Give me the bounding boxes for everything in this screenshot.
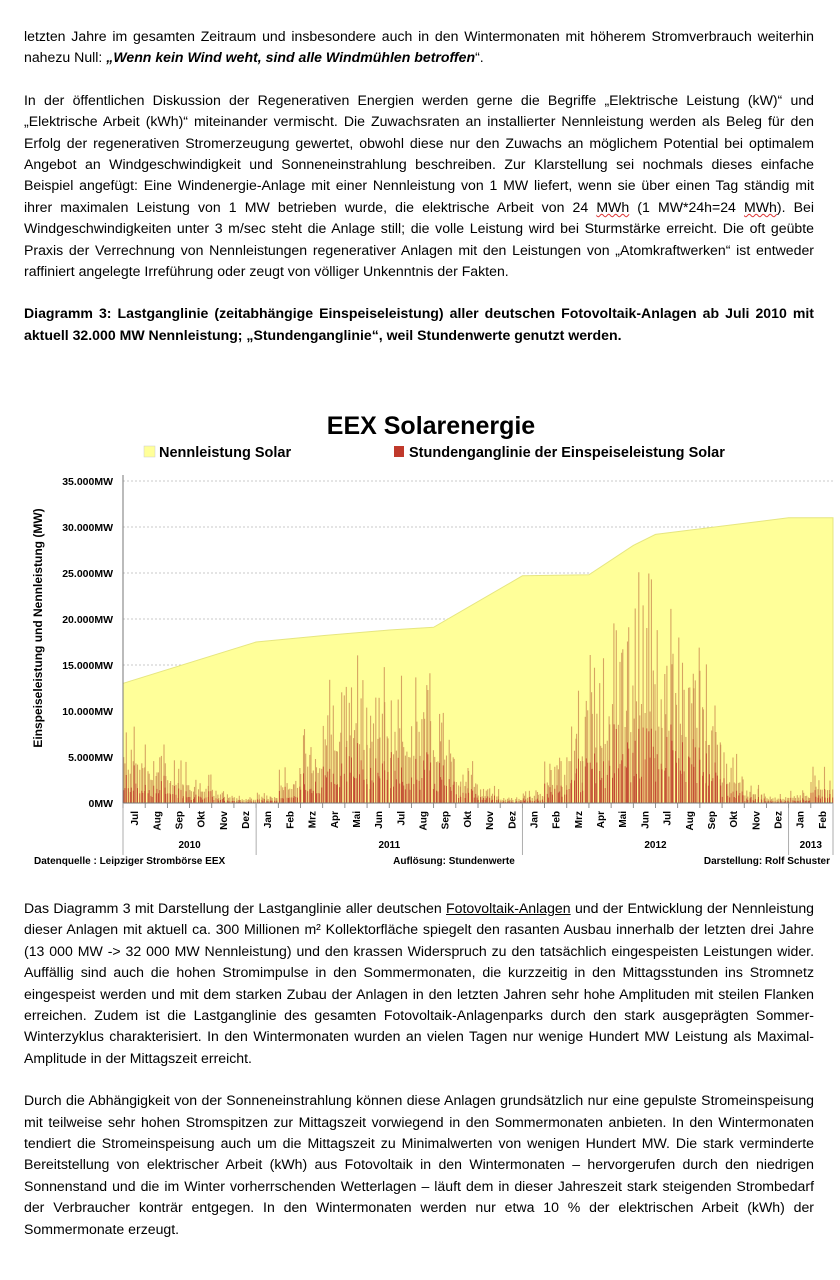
x-month-label: Jun	[374, 811, 386, 829]
x-month-label: Aug	[152, 811, 164, 831]
x-month-label: Okt	[729, 811, 741, 828]
legend-swatch-nennleistung	[144, 446, 155, 457]
x-month-label: Mrz	[307, 811, 319, 829]
x-month-label: Dez	[241, 811, 252, 829]
x-month-label: Nov	[218, 811, 230, 830]
solar-chart-svg	[20, 398, 840, 878]
x-month-label: Jun	[640, 811, 652, 829]
x-month-label: Mrz	[573, 811, 585, 829]
paragraph-3	[24, 898, 814, 1069]
x-month-label: Feb	[551, 811, 563, 829]
paragraph-2	[24, 90, 814, 283]
footer-source: Datenquelle : Leipziger Strombörse EEX	[34, 856, 226, 867]
x-month-label: Mai	[352, 811, 363, 828]
x-month-label: Jul	[130, 811, 142, 826]
legend-label-stundenganglinie: Stundenganglinie der Einspeiseleistung Solar	[409, 445, 725, 461]
x-year-label: 2013	[799, 840, 822, 851]
x-month-label: Sep	[174, 811, 186, 830]
x-month-label: Apr	[329, 811, 341, 829]
y-tick-label: 0MW	[88, 798, 113, 810]
x-month-label: Okt	[462, 811, 474, 828]
y-tick-label: 20.000MW	[62, 614, 113, 626]
document-top	[24, 26, 814, 346]
paragraph-1-text: letzten Jahre im gesamten Zeitraum und insbesondere auch in den Wintermonaten mit höherem Stromverbrauch weiterhin nahezu Null:	[24, 28, 814, 66]
x-month-label: Jul	[662, 811, 674, 826]
chart-title: EEX Solarenergie	[326, 412, 536, 440]
paragraph-1-tail: “.	[475, 49, 484, 66]
paragraph-1	[24, 26, 814, 69]
paragraph-1-quote: „Wenn kein Wind weht, sind alle Windmühlen betroffen	[106, 49, 476, 66]
x-month-label: Feb	[817, 811, 829, 829]
footer-resolution: Auflösung: Stundenwerte	[393, 856, 515, 867]
x-month-label: Jan	[263, 811, 275, 829]
x-month-label: Feb	[285, 811, 297, 829]
x-month-label: Nov	[751, 811, 763, 830]
x-month-label: Aug	[684, 811, 696, 831]
x-month-label: Sep	[440, 811, 452, 830]
x-year-label: 2010	[178, 840, 201, 851]
y-tick-label: 30.000MW	[62, 522, 113, 534]
x-month-label: Sep	[707, 811, 718, 830]
x-month-label: Aug	[418, 811, 430, 831]
x-month-label: Dez	[507, 811, 519, 829]
paragraph-2-text-c: ). Bei Windgeschwindigkeiten unter 3 m/sec steht die Anlage still; die volle Leistung wird bei Sturmstärke erreicht. Die oft geübte Praxis der Verrechnung von Nennleistungen regenerativer Anlagen mit den Leistungen von „Atomkraftwerken“ ist entweder raffiniert angelegte Irreführung oder zeugt von völliger Unkenntnis der Fakten.	[24, 198, 814, 280]
y-tick-label: 10.000MW	[62, 706, 113, 718]
y-tick-label: 25.000MW	[62, 568, 113, 580]
x-month-label: Jan	[529, 811, 541, 829]
x-year-label: 2011	[378, 840, 401, 851]
x-month-label: Dez	[773, 811, 785, 829]
solar-chart	[20, 398, 840, 878]
paragraph-3-text-a: Das Diagramm 3 mit Darstellung der Lastganglinie aller deutschen	[24, 900, 447, 916]
x-month-label: Okt	[196, 811, 208, 828]
x-month-label: Mai	[618, 811, 630, 828]
spellcheck-word-mwh-2: MWh	[744, 198, 777, 215]
spellcheck-word-mwh: MWh	[596, 198, 630, 215]
plot-area	[62, 475, 833, 855]
x-month-label: Jul	[396, 811, 408, 826]
diagram-heading: Diagramm 3: Lastganglinie (zeitabhängige Einspeiseleistung) aller deutschen Fotovoltaik-Anlagen ab Juli 2010 mit aktuell 32.000 MW Nennleistung; „Stundenganglinie“, weil Stundenwerte genutzt werden.	[24, 305, 814, 343]
document-bottom	[24, 898, 814, 1240]
x-month-label: Jan	[795, 811, 807, 829]
x-month-label: Nov	[485, 811, 497, 830]
y-axis-label: Einspeiseleistung und Nennleistung (MW)	[31, 508, 45, 748]
paragraph-2-text-a: In der öffentlichen Diskussion der Regenerativen Energien werden gerne die Begriffe „Elektrische Leistung (kW)“ und „Elektrische Arbeit (kWh)“ miteinander vermischt. Die Zuwachsraten an installierter Nennleistung werden als Beleg für den Erfolg der regenerativen Stromerzeugung gewertet, obwohl diese nur den Zuwachs an möglichem Potential bei optimalem Angebot an Windgeschwindigkeit und Sonneneinstrahlung beschreiben. Zur Klarstellung sei nochmals dieses einfache Beispiel angefügt: Eine Windenergie-Anlage mit einer Nennleistung von 1 MW liefert, wenn sie über einen Tag ständig mit ihrer maximalen Leistung von 1 MW betrieben wurde, die elektrische Arbeit von 24	[24, 91, 814, 215]
fotovoltaik-link[interactable]: Fotovoltaik-Anlagen	[446, 900, 571, 916]
paragraph-3-text-b: und der Entwicklung der Nennleistung dieser Anlagen mit aktuell ca. 300 Millionen m² Kollektorfläche spiegelt den rasanten Ausbau innerhalb der letzten drei Jahre (13 000 MW -> 32 000 MW Nennleistung) und den krassen Widerspruch zu den tatsächlich eingespeisten Leistungen wider. Auffällig sind auch die hohen Stromimpulse in den Sommermonaten, die kurzzeitig in den Mittagsstunden ins Stromnetz eingespeist werden und mit dem starken Zubau der Anlagen in den letzten Jahren sehr hohe Amplituden mit steilen Flanken erreichen. Zudem ist die Lastganglinie des gesamten Fotovoltaik-Anlagenparks durch den stark ausgeprägten Sommer-Winterzyklus charakterisiert. In den Wintermonaten wurden an vielen Tagen nur wenige Hundert MW Leistung als Maximal-Amplitude in der Mittagszeit erreicht.	[24, 900, 814, 1066]
legend-label-nennleistung: Nennleistung Solar	[159, 445, 292, 461]
footer-author: Darstellung: Rolf Schuster	[703, 856, 830, 867]
legend-swatch-stundenganglinie	[394, 446, 404, 457]
paragraph-2-text-b: (1 MW*24h=24	[629, 198, 745, 215]
x-year-label: 2012	[644, 840, 667, 851]
y-tick-label: 5.000MW	[68, 752, 113, 764]
nennleistung-area	[123, 518, 833, 803]
paragraph-4: Durch die Abhängigkeit von der Sonneneinstrahlung können diese Anlagen grundsätzlich nur eine gepulste Stromeinspeisung mit teilweise sehr hohen Stromspitzen zur Mittagszeit vorwiegend in den Sommermonaten anbieten. In den Wintermonaten tendiert die Stromeinspeisung auch um die Mittagszeit zu Minimalwerten von wenigen Hundert MW. Die stark verminderte Bereitstellung von elektrischer Arbeit (kWh) aus Fotovoltaik in den Wintermonaten – hervorgerufen durch den niedrigen Sonnenstand und die im Winter vorherrschenden Wetterlagen – läuft dem in dieser Jahreszeit stark steigenden Strombedarf der Verbraucher konträr entgegen. In den Wintermonaten werden nur etwa 10 % der elektrischen Arbeit (kWh) der Sommermonate erzeugt.	[24, 1092, 814, 1237]
x-month-label: Apr	[596, 811, 607, 829]
y-tick-label: 15.000MW	[62, 660, 113, 672]
y-tick-label: 35.000MW	[62, 476, 113, 488]
